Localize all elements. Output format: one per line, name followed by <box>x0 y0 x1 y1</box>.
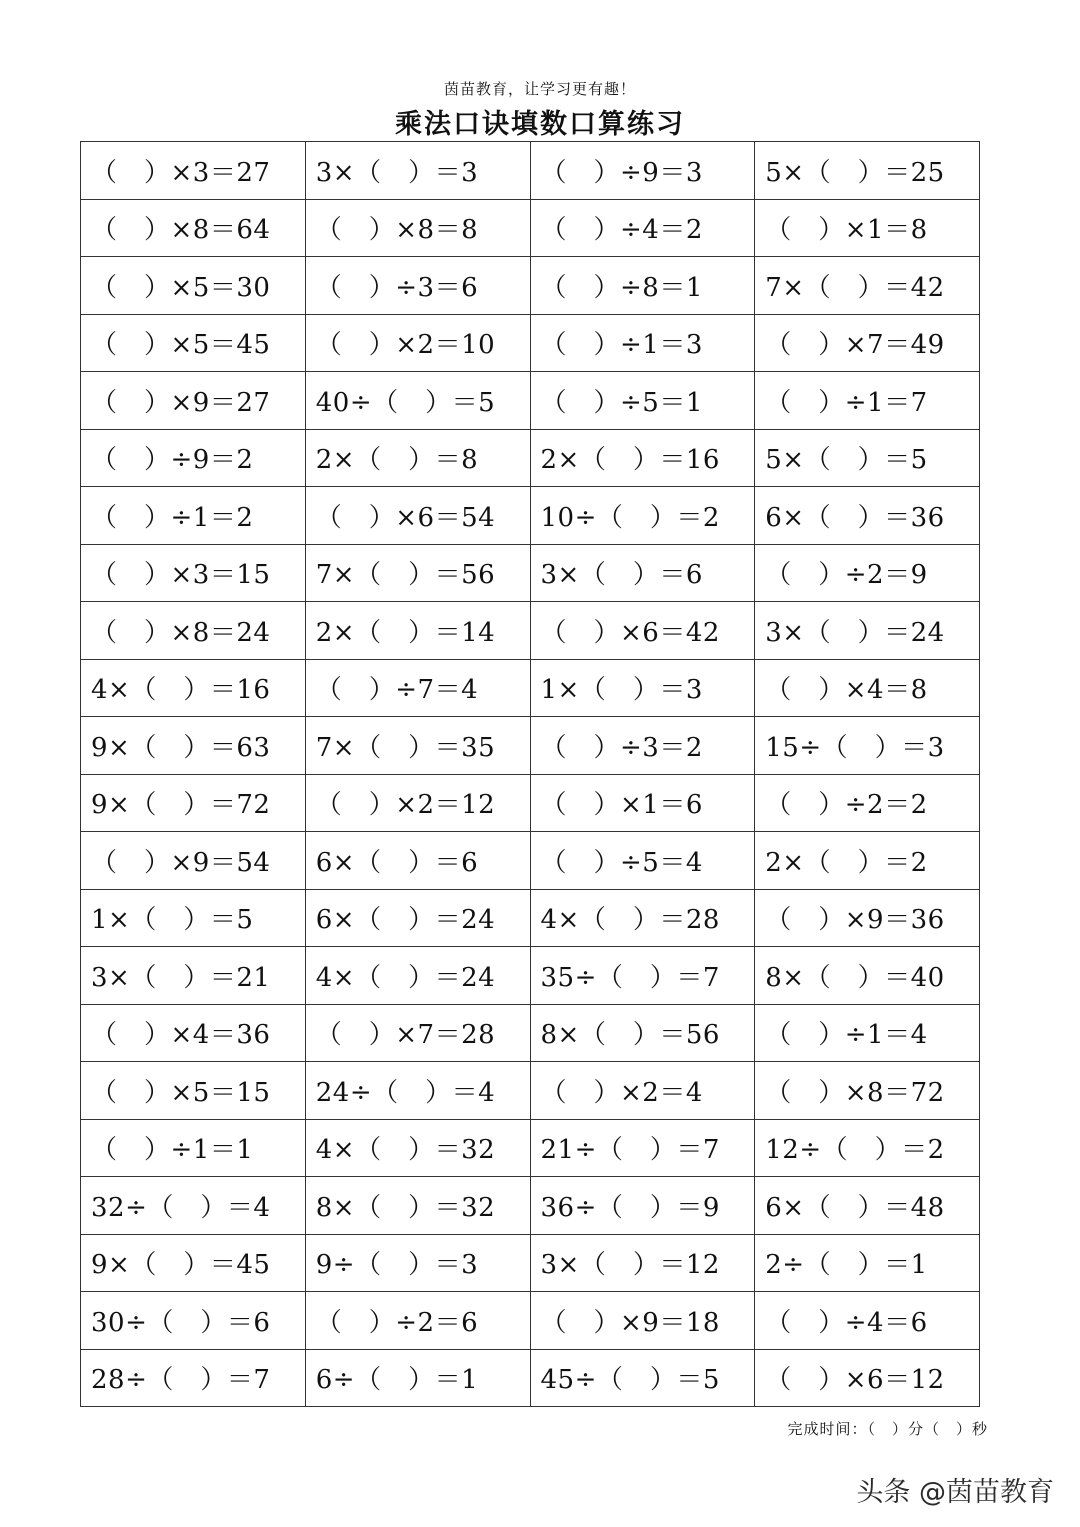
problem-cell: 3×（ ）＝3 <box>305 142 530 200</box>
problem-cell: 9×（ ）＝45 <box>81 1234 306 1292</box>
problem-cell: 6×（ ）＝48 <box>755 1177 980 1235</box>
problem-cell: 4×（ ）＝24 <box>305 947 530 1005</box>
problem-cell: 40÷（ ）＝5 <box>305 372 530 430</box>
worksheet-table-body <box>81 142 980 1407</box>
problem-cell: （ ）÷3＝6 <box>305 257 530 315</box>
problem-cell: 2×（ ）＝8 <box>305 429 530 487</box>
problem-cell: 1×（ ）＝5 <box>81 889 306 947</box>
problem-cell: 7×（ ）＝42 <box>755 257 980 315</box>
completion-time-label: 完成时间：（ ）分（ ）秒 <box>787 1420 988 1438</box>
problem-cell: 6×（ ）＝36 <box>755 487 980 545</box>
table-row <box>81 372 980 430</box>
problem-cell: （ ）÷9＝3 <box>530 142 755 200</box>
problem-cell: 8×（ ）＝56 <box>530 1004 755 1062</box>
problem-cell: （ ）×5＝45 <box>81 314 306 372</box>
problem-cell: 6÷（ ）＝1 <box>305 1349 530 1407</box>
problem-cell: 32÷（ ）＝4 <box>81 1177 306 1235</box>
problem-cell: （ ）×6＝42 <box>530 602 755 660</box>
table-row <box>81 889 980 947</box>
page-title: 乘法口诀填数口算练习 <box>395 109 685 140</box>
problem-cell: （ ）×6＝12 <box>755 1349 980 1407</box>
problem-cell: 4×（ ）＝16 <box>81 659 306 717</box>
problem-cell: （ ）×9＝18 <box>530 1292 755 1350</box>
problem-cell: （ ）÷5＝4 <box>530 832 755 890</box>
problem-cell: （ ）×5＝15 <box>81 1062 306 1120</box>
problem-cell: 6×（ ）＝24 <box>305 889 530 947</box>
problem-cell: （ ）×7＝28 <box>305 1004 530 1062</box>
problem-cell: （ ）×1＝8 <box>755 199 980 257</box>
problem-cell: 3×（ ）＝21 <box>81 947 306 1005</box>
table-row <box>81 1004 980 1062</box>
problem-cell: （ ）×9＝27 <box>81 372 306 430</box>
header-slogan: 茵苗教育，让学习更有趣！ <box>443 80 636 98</box>
problem-cell: 21÷（ ）＝7 <box>530 1119 755 1177</box>
problem-cell: （ ）÷4＝2 <box>530 199 755 257</box>
table-row <box>81 602 980 660</box>
problem-cell: （ ）÷5＝1 <box>530 372 755 430</box>
problem-cell: （ ）×4＝8 <box>755 659 980 717</box>
table-row <box>81 659 980 717</box>
problem-cell: （ ）×7＝49 <box>755 314 980 372</box>
problem-cell: 12÷（ ）＝2 <box>755 1119 980 1177</box>
problem-cell: （ ）×8＝72 <box>755 1062 980 1120</box>
problem-cell: 7×（ ）＝35 <box>305 717 530 775</box>
table-row <box>81 487 980 545</box>
problem-cell: 3×（ ）＝24 <box>755 602 980 660</box>
problem-cell: 4×（ ）＝28 <box>530 889 755 947</box>
table-row <box>81 717 980 775</box>
problem-cell: 9×（ ）＝63 <box>81 717 306 775</box>
table-row <box>81 1177 980 1235</box>
problem-cell: （ ）÷4＝6 <box>755 1292 980 1350</box>
problem-cell: 10÷（ ）＝2 <box>530 487 755 545</box>
problem-cell: （ ）×8＝8 <box>305 199 530 257</box>
problem-cell: 6×（ ）＝6 <box>305 832 530 890</box>
problem-cell: （ ）×6＝54 <box>305 487 530 545</box>
problem-cell: 1×（ ）＝3 <box>530 659 755 717</box>
problem-cell: （ ）×8＝24 <box>81 602 306 660</box>
table-row <box>81 1234 980 1292</box>
problem-cell: （ ）×4＝36 <box>81 1004 306 1062</box>
table-row <box>81 1349 980 1407</box>
problem-cell: （ ）÷1＝2 <box>81 487 306 545</box>
table-row <box>81 832 980 890</box>
watermark: 头条 @茵苗教育 <box>856 1477 1054 1508</box>
problem-cell: 2×（ ）＝16 <box>530 429 755 487</box>
problem-cell: （ ）÷1＝3 <box>530 314 755 372</box>
problem-cell: （ ）÷7＝4 <box>305 659 530 717</box>
table-row <box>81 257 980 315</box>
table-row <box>81 142 980 200</box>
worksheet-table <box>80 141 980 1407</box>
problem-cell: 2×（ ）＝2 <box>755 832 980 890</box>
problem-cell: （ ）÷2＝6 <box>305 1292 530 1350</box>
problem-cell: （ ）÷3＝2 <box>530 717 755 775</box>
problem-cell: 35÷（ ）＝7 <box>530 947 755 1005</box>
problem-cell: （ ）×3＝27 <box>81 142 306 200</box>
problem-cell: （ ）÷1＝1 <box>81 1119 306 1177</box>
problem-cell: 3×（ ）＝6 <box>530 544 755 602</box>
problem-cell: 36÷（ ）＝9 <box>530 1177 755 1235</box>
table-row <box>81 774 980 832</box>
problem-cell: （ ）÷9＝2 <box>81 429 306 487</box>
problem-cell: （ ）÷2＝9 <box>755 544 980 602</box>
problem-cell: （ ）×2＝4 <box>530 1062 755 1120</box>
problem-cell: 24÷（ ）＝4 <box>305 1062 530 1120</box>
problem-cell: 5×（ ）＝25 <box>755 142 980 200</box>
problem-cell: 9÷（ ）＝3 <box>305 1234 530 1292</box>
problem-cell: （ ）÷1＝7 <box>755 372 980 430</box>
problem-cell: 3×（ ）＝12 <box>530 1234 755 1292</box>
table-row <box>81 429 980 487</box>
problem-cell: （ ）×2＝10 <box>305 314 530 372</box>
table-row <box>81 1119 980 1177</box>
problem-cell: 30÷（ ）＝6 <box>81 1292 306 1350</box>
problem-cell: 7×（ ）＝56 <box>305 544 530 602</box>
table-row <box>81 1292 980 1350</box>
problem-cell: （ ）÷2＝2 <box>755 774 980 832</box>
problem-cell: （ ）×9＝54 <box>81 832 306 890</box>
problem-cell: 15÷（ ）＝3 <box>755 717 980 775</box>
problem-cell: （ ）×5＝30 <box>81 257 306 315</box>
problem-cell: （ ）÷8＝1 <box>530 257 755 315</box>
table-row <box>81 199 980 257</box>
problem-cell: 4×（ ）＝32 <box>305 1119 530 1177</box>
problem-cell: （ ）×9＝36 <box>755 889 980 947</box>
problem-cell: （ ）×8＝64 <box>81 199 306 257</box>
problem-cell: （ ）÷1＝4 <box>755 1004 980 1062</box>
table-row <box>81 544 980 602</box>
problem-cell: 45÷（ ）＝5 <box>530 1349 755 1407</box>
problem-cell: 8×（ ）＝40 <box>755 947 980 1005</box>
table-row <box>81 1062 980 1120</box>
problem-cell: （ ）×1＝6 <box>530 774 755 832</box>
problem-cell: （ ）×3＝15 <box>81 544 306 602</box>
problem-cell: 5×（ ）＝5 <box>755 429 980 487</box>
problem-cell: 2÷（ ）＝1 <box>755 1234 980 1292</box>
problem-cell: 28÷（ ）＝7 <box>81 1349 306 1407</box>
problem-cell: （ ）×2＝12 <box>305 774 530 832</box>
table-row <box>81 947 980 1005</box>
problem-cell: 2×（ ）＝14 <box>305 602 530 660</box>
problem-cell: 8×（ ）＝32 <box>305 1177 530 1235</box>
problem-cell: 9×（ ）＝72 <box>81 774 306 832</box>
table-row <box>81 314 980 372</box>
